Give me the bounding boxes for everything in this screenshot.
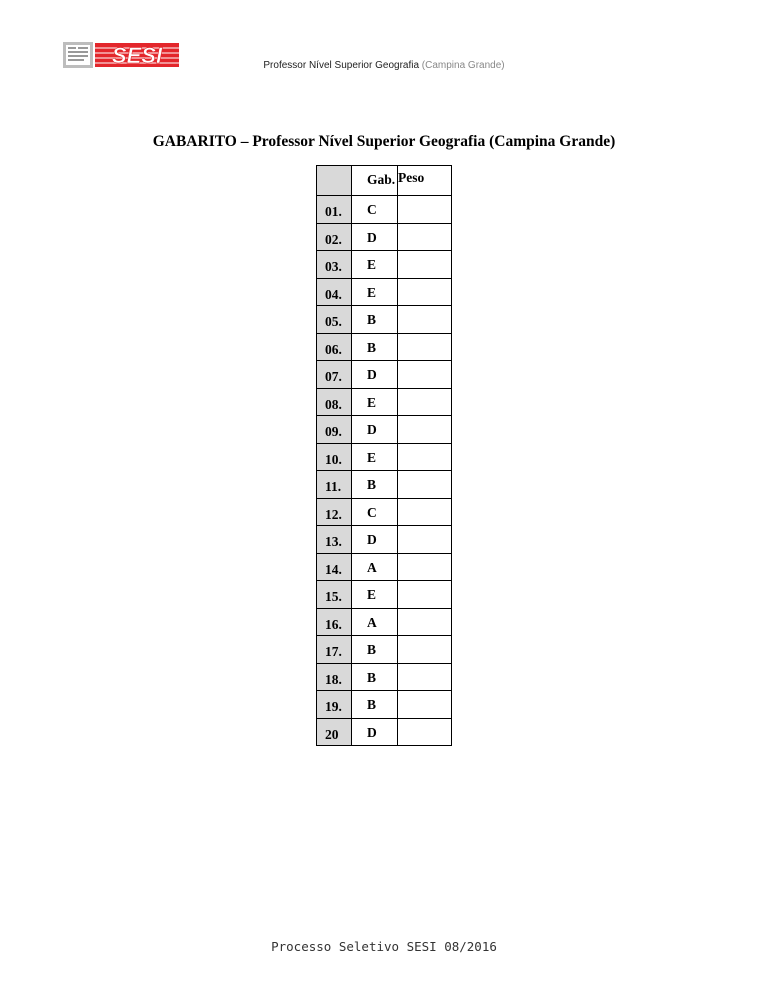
peso-cell [398,691,452,719]
peso-cell [398,471,452,499]
answer-letter: B [352,691,398,719]
answer-letter: B [352,471,398,499]
question-number: 08. [317,388,352,416]
question-number: 05. [317,306,352,334]
question-number: 17. [317,636,352,664]
answer-letter: B [352,663,398,691]
answer-letter: B [352,306,398,334]
table-header-row [317,166,452,196]
number-column-header [317,166,352,196]
answer-letter: D [352,361,398,389]
table-row [317,498,452,526]
question-number: 04. [317,278,352,306]
peso-cell [398,663,452,691]
question-number: 09. [317,416,352,444]
peso-cell [398,636,452,664]
answer-letter: C [352,196,398,224]
table-row [317,581,452,609]
table-row [317,608,452,636]
logo-text: SESI [111,43,163,68]
peso-cell [398,223,452,251]
peso-cell [398,526,452,554]
peso-cell [398,443,452,471]
peso-cell [398,251,452,279]
table-row [317,471,452,499]
answer-letter: D [352,718,398,746]
answer-rows [317,196,452,746]
peso-cell [398,388,452,416]
table-row [317,251,452,279]
question-number: 01. [317,196,352,224]
answer-letter: B [352,333,398,361]
peso-cell [398,196,452,224]
peso-cell [398,581,452,609]
question-number: 16. [317,608,352,636]
answer-letter: E [352,443,398,471]
page-header [0,60,768,71]
question-number: 02. [317,223,352,251]
answer-letter: E [352,581,398,609]
peso-cell [398,306,452,334]
table-row [317,361,452,389]
peso-column-header: Peso [398,166,452,196]
page-footer: Processo Seletivo SESI 08/2016 [271,939,497,954]
answer-letter: D [352,416,398,444]
header-title: Professor Nível Superior Geografia [263,60,420,71]
answer-letter: A [352,608,398,636]
question-number: 18. [317,663,352,691]
table-row [317,416,452,444]
document-title: GABARITO – Professor Nível Superior Geografia (Campina Grande) [152,133,616,150]
peso-cell [398,608,452,636]
table-row [317,443,452,471]
table-row [317,196,452,224]
question-number: 15. [317,581,352,609]
table-row [317,223,452,251]
table-row [317,636,452,664]
question-number: 13. [317,526,352,554]
question-number: 19. [317,691,352,719]
peso-cell [398,498,452,526]
question-number: 07. [317,361,352,389]
peso-cell [398,333,452,361]
table-row [317,663,452,691]
header-location: (Campina Grande) [421,60,505,71]
peso-cell [398,416,452,444]
peso-cell [398,553,452,581]
answer-letter: E [352,278,398,306]
table-row [317,278,452,306]
peso-cell [398,278,452,306]
peso-cell [398,718,452,746]
answer-letter: D [352,526,398,554]
answer-letter: E [352,388,398,416]
answer-letter: D [352,223,398,251]
question-number: 14. [317,553,352,581]
question-number: 11. [317,471,352,499]
answer-letter: B [352,636,398,664]
answer-letter: E [352,251,398,279]
question-number: 20 [317,718,352,746]
answer-letter: A [352,553,398,581]
table-row [317,306,452,334]
question-number: 06. [317,333,352,361]
answer-key-table [316,165,452,746]
table-row [317,718,452,746]
peso-cell [398,361,452,389]
table-row [317,691,452,719]
table-row [317,388,452,416]
table-row [317,526,452,554]
question-number: 03. [317,251,352,279]
question-number: 12. [317,498,352,526]
table-row [317,333,452,361]
table-row [317,553,452,581]
gab-column-header: Gab. [352,166,398,196]
answer-letter: C [352,498,398,526]
question-number: 10. [317,443,352,471]
